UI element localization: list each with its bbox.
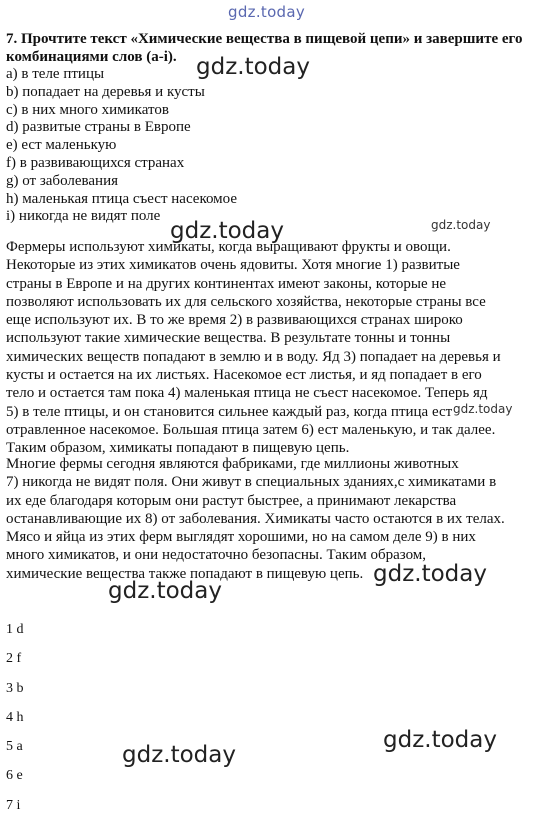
- paragraph-line: кусты и остается на их листьях. Насекомое ест листья, и яд попадает в его: [6, 367, 482, 384]
- paragraph-line: тело и остается там пока 4) маленькая птица не съест насекомое. Теперь яд: [6, 385, 488, 402]
- answer-list: [6, 615, 24, 820]
- paragraph-line: химических веществ попадают в землю и в воду. Яд 3) попадает на деревья и: [6, 348, 501, 365]
- paragraph-line: используют такие химические вещества. В результате тонны и тонны: [6, 330, 451, 347]
- answer-item: 1 d: [6, 622, 24, 637]
- paragraph-line: химические вещества также попадают в пищевую цепь.: [6, 565, 364, 582]
- paragraph-line: 5) в теле птицы, и он становится сильнее каждый раз, когда птица ест: [6, 403, 453, 420]
- watermark: gdz.today: [431, 218, 491, 232]
- option-g: g) от заболевания: [6, 172, 119, 189]
- options-list: [6, 66, 237, 226]
- paragraph-line: их еде благодаря которым они растут быстрее, а принимают лекарства: [6, 492, 457, 509]
- paragraph-line: позволяют использовать их для сельского хозяйства, некоторые страны все: [6, 293, 486, 310]
- answer-item: 4 h: [6, 709, 24, 725]
- watermark: gdz.today: [108, 578, 222, 604]
- option-f: f) в развивающихся странах: [6, 154, 185, 171]
- answer-item: 7 i: [6, 797, 21, 813]
- answer-item: 5 a: [6, 739, 23, 755]
- watermark-top: gdz.today: [228, 3, 306, 21]
- paragraph-line: Многие фермы сегодня являются фабриками, где миллионы животных: [6, 456, 459, 472]
- paragraph-line: Таким образом, химикаты попадают в пищевую цепь.: [6, 440, 350, 457]
- task-text: 7. Прочтите текст «Химические вещества в пищевой цепи» и завершите его комбинациями слов (a-i).: [6, 31, 523, 65]
- paragraph-line: 7) никогда не видят поля. Они живут в специальных зданиях,с химикатами в: [6, 474, 497, 491]
- option-i: i) никогда не видят поле: [6, 208, 161, 225]
- watermark: gdz.today: [373, 561, 487, 587]
- option-b: b) попадает на деревья и кусты: [6, 83, 205, 100]
- paragraph-line: останавливающие их 8) от заболевания. Химикаты часто остаются в их телах.: [6, 510, 505, 527]
- paragraph-line: много химикатов, и они недостаточно безопасны. Таким образом,: [6, 547, 427, 564]
- paragraph-line: Некоторые из этих химикатов очень ядовиты. Хотя многие 1) развитые: [6, 257, 460, 274]
- watermark: gdz.today: [122, 742, 236, 768]
- text-paragraph-1: [6, 238, 532, 458]
- paragraph-line: отравленное насекомое. Большая птица затем 6) ест маленькую, и так далее.: [6, 421, 496, 438]
- option-e: e) ест маленькую: [6, 137, 117, 154]
- answer-item: 3 b: [6, 680, 24, 696]
- watermark: gdz.today: [453, 402, 513, 416]
- paragraph-line: страны в Европе и на других континентах имеют законы, которые не: [6, 275, 447, 292]
- paragraph-line: еще используют их. В то же время 2) в развивающихся странах широко: [6, 312, 463, 329]
- watermark: gdz.today: [383, 727, 497, 753]
- watermark: gdz.today: [196, 54, 310, 80]
- paragraph-line: Мясо и яйца из этих ферм выглядят хорошими, но на самом деле 9) в них: [6, 529, 476, 546]
- option-d: d) развитые страны в Европе: [6, 119, 191, 136]
- answer-item: 6 e: [6, 768, 23, 784]
- answer-item: 2 f: [6, 651, 22, 667]
- paragraph-line: Фермеры используют химикаты, когда выращивают фрукты и овощи.: [6, 239, 451, 255]
- watermark: gdz.today: [170, 218, 284, 244]
- option-h: h) маленькая птица съест насекомое: [6, 190, 238, 207]
- option-a: a) в теле птицы: [6, 66, 105, 82]
- option-c: c) в них много химикатов: [6, 101, 169, 118]
